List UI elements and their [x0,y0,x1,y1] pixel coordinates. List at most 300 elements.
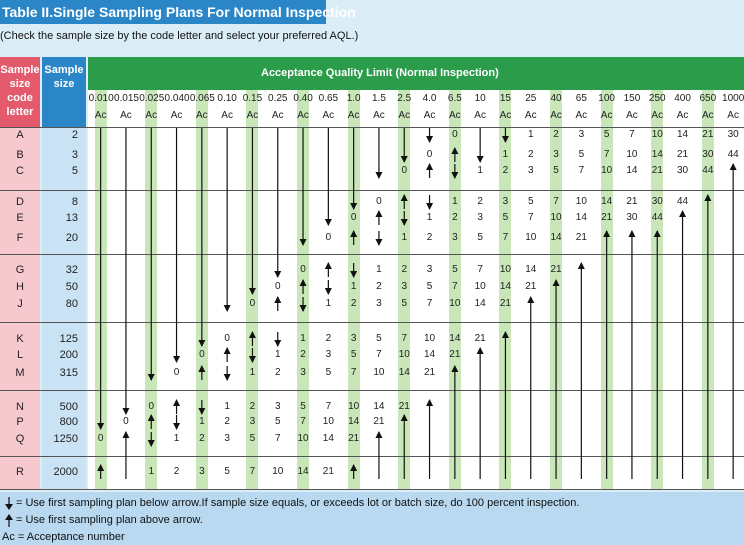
acceptance-number: 1 [325,298,332,309]
arrow-down-icon [198,400,205,415]
arrow-down-icon [401,128,408,163]
acceptance-number: 7 [376,349,382,360]
acceptance-number: 2 [249,401,256,412]
code-letter: G [15,264,25,276]
code-letter: H [16,281,24,293]
arrow-down-icon [477,128,484,163]
ac-label: Ac [524,110,537,121]
code-letter: C [16,165,24,177]
acceptance-number: 10 [626,149,638,160]
acceptance-number: 1 [426,212,433,223]
arrow-up-icon [300,279,307,294]
acceptance-number: 5 [401,298,408,309]
acceptance-number: 7 [502,232,509,243]
acceptance-number: 0 [224,333,230,344]
ac-label: Ac [474,110,486,121]
acceptance-number: 2 [199,433,205,444]
acceptance-number: 0 [274,281,281,292]
acceptance-number: 1 [224,401,230,412]
acceptance-number: 10 [348,401,360,412]
acceptance-number: 30 [651,196,663,207]
aql-level: 65 [575,93,587,104]
acceptance-number: 3 [477,212,483,223]
acceptance-number: 2 [325,333,332,344]
acceptance-number: 1 [274,349,281,360]
code-letter: B [16,149,24,161]
acceptance-number: 5 [452,264,458,275]
acceptance-number: 10 [398,349,410,360]
acceptance-number: 10 [575,196,587,207]
acceptance-number: 3 [350,333,357,344]
code-letter: K [16,333,24,345]
code-letter: A [16,129,24,141]
arrow-down-icon [249,348,256,363]
acceptance-number: 10 [272,466,284,477]
acceptance-number: 21 [702,129,714,140]
acceptance-number: 2 [452,212,458,223]
arrow-up-icon [654,230,661,479]
acceptance-number: 0 [249,298,256,309]
sample-size: 13 [65,212,78,224]
arrow-up-icon [4,514,14,527]
arrow-down-icon [148,128,155,381]
arrow-down-icon [350,128,357,210]
acceptance-number: 44 [727,149,739,160]
acceptance-number: 1 [148,466,155,477]
acceptance-number: 7 [553,196,559,207]
aql-level: 0.10 [217,93,237,104]
legend-ac-text: Ac = Acceptance number [2,531,125,543]
acceptance-number: 21 [322,466,334,477]
acceptance-number: 7 [401,333,408,344]
aql-level: 0.40 [293,93,313,104]
sample-size: 5 [71,165,78,177]
arrow-up-icon [401,194,408,209]
code-letter: R [16,466,24,478]
ac-label: Ac [398,110,411,121]
code-letter: P [16,416,24,428]
acceptance-number: 5 [249,433,256,444]
arrow-down-icon [173,415,180,430]
arrow-up-icon [122,431,129,479]
arrow-down-icon [502,128,509,143]
acceptance-number: 1 [527,129,534,140]
ac-label: Ac [322,110,335,121]
acceptance-number: 2 [376,281,382,292]
arrow-down-icon [426,195,433,210]
code-letter: D [16,196,24,208]
acceptance-number: 2 [350,298,357,309]
table-title: Table II.Single Sampling Plans For Normal Inspection [0,0,326,24]
arrow-down-icon [122,128,129,415]
ac-label: Ac [600,110,613,121]
aql-level: 0.25 [268,93,288,104]
aql-level: 250 [648,93,666,104]
acceptance-number: 10 [474,281,486,292]
sample-size: 800 [59,416,78,428]
acceptance-number: 2 [224,416,230,427]
ac-label: Ac [727,110,739,121]
acceptance-number: 3 [527,165,534,176]
ac-label: Ac [120,110,132,121]
aql-level: 1.5 [371,93,386,104]
acceptance-number: 44 [651,212,663,223]
acceptance-number: 7 [527,212,534,223]
acceptance-number: 7 [300,416,306,427]
acceptance-number: 5 [502,212,509,223]
aql-level: 25 [525,93,537,104]
sample-size: 500 [59,401,78,413]
sample-size: 80 [65,298,78,310]
acceptance-number: 3 [300,367,306,378]
acceptance-number: 3 [376,298,382,309]
aql-level: 0.010 [88,93,114,104]
acceptance-number: 1 [249,367,256,378]
acceptance-number: 10 [525,232,537,243]
acceptance-number: 10 [499,264,511,275]
aql-level: 15 [499,93,511,104]
arrow-up-icon [603,230,610,479]
ac-label: Ac [94,110,107,121]
aql-level: 4.0 [422,93,437,104]
arrow-up-icon [249,331,256,346]
acceptance-number: 2 [553,129,559,140]
acceptance-number: 3 [274,401,281,412]
acceptance-number: 21 [398,401,410,412]
aql-level: 0.040 [164,93,190,104]
arrow-up-icon [325,262,332,277]
ac-label: Ac [626,110,638,121]
ac-label: Ac [423,110,436,121]
aql-level: 2.5 [397,93,412,104]
acceptance-number: 7 [249,466,256,477]
acceptance-number: 3 [553,149,559,160]
acceptance-number: 2 [527,149,534,160]
arrow-down-icon [426,128,433,143]
acceptance-number: 7 [274,433,281,444]
acceptance-number: 14 [373,401,385,412]
acceptance-number: 14 [423,349,436,360]
arrow-down-icon [274,332,281,347]
acceptance-number: 21 [651,165,663,176]
arrow-up-icon [198,365,205,380]
acceptance-number: 14 [575,212,587,223]
acceptance-number: 14 [297,466,309,477]
acceptance-number: 5 [426,281,433,292]
acceptance-number: 21 [348,433,360,444]
arrow-down-icon [198,128,205,347]
sample-size: 20 [65,232,78,244]
arrow-up-icon [274,296,281,311]
acceptance-number: 10 [297,433,309,444]
acceptance-number: 3 [224,433,230,444]
acceptance-number: 21 [423,367,436,378]
acceptance-number: 2 [477,196,483,207]
arrow-up-icon [679,210,686,479]
code-letter: J [17,298,23,310]
acceptance-number: 0 [97,433,104,444]
acceptance-number: 14 [398,367,410,378]
acceptance-number: 30 [626,212,638,223]
aql-level: 0.025 [139,93,165,104]
acceptance-number: 2 [502,165,509,176]
aql-level: 1000 [722,93,744,104]
sample-size: 8 [71,196,78,208]
sample-size: 2 [71,129,78,141]
acceptance-number: 10 [550,212,562,223]
arrow-up-icon [426,163,433,178]
acceptance-number: 0 [452,129,458,140]
acceptance-number: 5 [224,466,230,477]
arrow-up-icon [628,230,635,479]
acceptance-number: 3 [249,416,256,427]
acceptance-number: 1 [300,333,306,344]
arrow-down-icon [224,366,231,381]
arrow-up-icon [173,399,180,414]
acceptance-number: 3 [452,232,458,243]
acceptance-number: 10 [322,416,334,427]
arrow-down-icon [300,297,307,312]
acceptance-number: 0 [148,401,155,412]
arrow-down-icon [325,128,332,226]
legend-panel [0,492,744,545]
acceptance-number: 10 [423,333,436,344]
aql-level: 0.015 [113,93,139,104]
acceptance-number: 1 [401,232,408,243]
sample-size: 200 [59,349,78,361]
acceptance-number: 0 [123,416,129,427]
acceptance-number: 5 [350,349,357,360]
sample-size: 125 [59,333,78,345]
acceptance-number: 10 [449,298,461,309]
acceptance-number: 14 [601,196,613,207]
acceptance-number: 2 [274,367,281,378]
acceptance-number: 21 [449,349,461,360]
acceptance-number: 14 [499,281,511,292]
arrow-down-icon [350,263,357,278]
acceptance-number: 3 [199,466,205,477]
acceptance-number: 2 [401,264,408,275]
ac-label: Ac [676,110,689,121]
acceptance-number: 3 [578,129,585,140]
acceptance-number: 10 [373,367,385,378]
arrow-up-icon [426,399,433,479]
arrow-up-icon [527,296,534,479]
acceptance-number: 10 [601,165,613,176]
ac-label: Ac [170,110,183,121]
arrow-up-icon [451,147,458,162]
arrow-down-icon [375,128,382,179]
ac-label: Ac [651,110,664,121]
legend-up-text: = Use first sampling plan above arrow. [16,514,203,526]
aql-level: 650 [699,93,717,104]
acceptance-number: 5 [527,196,534,207]
arrow-down-icon [375,231,382,246]
sample-size: 315 [59,367,78,379]
acceptance-number: 14 [626,165,638,176]
acceptance-number: 7 [578,165,585,176]
acceptance-number: 21 [601,212,613,223]
acceptance-number: 7 [426,298,433,309]
ac-label: Ac [550,110,562,121]
acceptance-number: 0 [350,212,357,223]
ac-label: Ac [196,110,208,121]
acceptance-number: 0 [199,349,205,360]
acceptance-number: 21 [499,298,511,309]
arrow-down-icon [401,211,408,226]
arrow-down-icon [4,497,14,510]
acceptance-number: 2 [173,466,180,477]
aql-level: 400 [674,93,691,104]
arrow-up-icon [451,365,458,479]
arrow-up-icon [704,194,711,479]
ac-label: Ac [373,110,385,121]
acceptance-number: 7 [452,281,458,292]
header-sample-size: Sample size [42,57,86,127]
acceptance-number: 14 [449,333,461,344]
acceptance-number: 0 [325,232,332,243]
ac-label: Ac [347,110,360,121]
arrow-up-icon [148,414,155,429]
acceptance-number: 1 [376,264,382,275]
ac-label: Ac [575,110,588,121]
acceptance-number: 1 [350,281,357,292]
ac-label: Ac [145,110,158,121]
acceptance-number: 14 [474,298,486,309]
acceptance-number: 5 [578,149,585,160]
sample-size: 32 [65,264,78,276]
arrow-down-icon [325,280,332,295]
aql-level: 1.0 [346,93,361,104]
arrow-up-icon [578,262,585,479]
acceptance-number: 21 [474,333,486,344]
acceptance-number: 5 [325,367,332,378]
acceptance-number: 2 [300,349,306,360]
acceptance-number: 21 [550,264,562,275]
arrow-up-icon [224,347,231,362]
code-letter: E [16,212,24,224]
acceptance-number: 0 [426,149,433,160]
code-letter: Q [15,433,25,445]
acceptance-number: 14 [651,149,663,160]
sample-size: 50 [65,281,78,293]
arrow-up-icon [97,464,104,479]
acceptance-number: 21 [626,196,638,207]
aql-level: 10 [474,93,486,104]
aql-level: 0.15 [242,93,263,104]
acceptance-number: 44 [702,165,714,176]
arrow-up-icon [375,210,382,225]
arrow-down-icon [148,432,155,447]
code-letter: L [16,349,24,361]
acceptance-number: 1 [477,165,483,176]
acceptance-number: 10 [651,129,663,140]
acceptance-number: 14 [550,232,562,243]
table-subtitle: (Check the sample size by the code letter and select your preferred AQL.) [0,30,359,42]
aql-level: 100 [598,93,615,104]
acceptance-number: 21 [373,416,385,427]
acceptance-number: 30 [727,129,739,140]
arrow-down-icon [173,128,180,363]
arrow-up-icon [502,331,509,479]
arrow-up-icon [350,230,357,245]
aql-level: 0.65 [318,93,339,104]
sample-size: 3 [71,149,78,161]
acceptance-number: 1 [452,196,458,207]
acceptance-number: 14 [348,416,360,427]
header-code-letter: Sample size code letter [0,57,40,127]
acceptance-number: 14 [676,129,689,140]
acceptance-number: 7 [325,401,332,412]
acceptance-number: 1 [199,416,205,427]
acceptance-number: 5 [477,232,483,243]
ac-label: Ac [702,110,714,121]
ac-label: Ac [449,110,461,121]
ac-label: Ac [221,110,233,121]
acceptance-number: 5 [553,165,559,176]
aql-level: 6.5 [447,93,462,104]
arrow-up-icon [401,414,408,479]
arrow-down-icon [451,164,458,179]
acceptance-number: 0 [173,367,180,378]
sample-size: 2000 [53,466,78,478]
arrow-up-icon [553,279,560,479]
code-letter: F [16,232,24,244]
arrow-up-icon [350,464,357,479]
aql-level: 0.065 [189,93,215,104]
ac-label: Ac [297,110,309,121]
code-letter: M [15,367,25,379]
acceptance-number: 21 [575,232,587,243]
acceptance-number: 5 [300,401,306,412]
arrow-down-icon [97,128,104,430]
acceptance-number: 0 [376,196,382,207]
legend-down-text: = Use first sampling plan below arrow.If sample size equals, or exceeds lot or batch size, do 100 percent inspection. [16,497,580,509]
acceptance-number: 7 [629,129,635,140]
acceptance-number: 7 [477,264,483,275]
arrow-up-icon [477,347,484,479]
arrow-down-icon [249,128,256,295]
acceptance-number: 44 [676,196,689,207]
acceptance-number: 5 [603,129,610,140]
ac-label: Ac [246,110,259,121]
aql-level: 150 [623,93,641,104]
acceptance-number: 3 [426,264,433,275]
code-letter: N [16,401,24,413]
acceptance-number: 0 [401,165,408,176]
acceptance-number: 21 [676,149,689,160]
acceptance-number: 7 [603,149,610,160]
acceptance-number: 3 [325,349,332,360]
ac-label: Ac [499,110,512,121]
aql-level: 40 [550,93,562,104]
acceptance-number: 14 [322,433,334,444]
acceptance-number: 1 [502,149,509,160]
acceptance-number: 30 [676,165,689,176]
acceptance-number: 3 [502,196,509,207]
sample-size: 1250 [53,433,78,445]
header-aql: Acceptance Quality Limit (Normal Inspection) [88,57,744,90]
acceptance-number: 21 [525,281,537,292]
acceptance-number: 7 [350,367,357,378]
acceptance-number: 5 [274,416,281,427]
arrow-up-icon [375,431,382,479]
acceptance-number: 14 [525,264,537,275]
arrow-up-icon [730,163,737,479]
arrow-down-icon [274,128,281,278]
acceptance-number: 1 [173,433,180,444]
acceptance-number: 5 [376,333,382,344]
